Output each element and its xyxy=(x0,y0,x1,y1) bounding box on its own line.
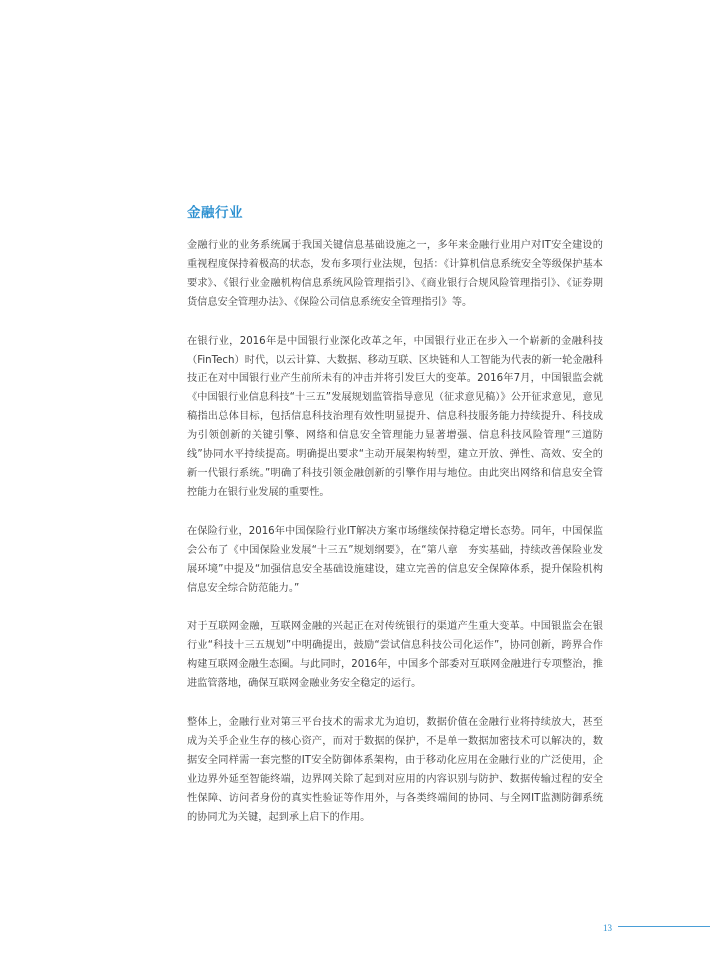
paragraph-overview: 金融行业的业务系统属于我国关键信息基础设施之一，多年来金融行业用户对IT安全建设的重视程度保持着极高的状态，发布多项行业法规，包括：《计算机信息系统安全等级保护基本要求》、《银行业金融机构信息系统风险管理指引》、《商业银行合规风险管理指引》、《证券期货信息安全管理办法》、《保险公司信息系统安全管理指引》等。 xyxy=(187,240,603,308)
body-text xyxy=(187,237,603,847)
paragraph-summary: 整体上，金融行业对第三平台技术的需求尤为迫切，数据价值在金融行业将持续放大，甚至成为关乎企业生存的核心资产，而对于数据的保护，不是单一数据加密技术可以解决的，数据安全同样需一套完整的IT安全防御体系架构，由于移动化应用在金融行业的广泛使用，企业边界外延至智能终端，边界网关除了起到对应用的内容识别与防护、数据传输过程的安全性保障、访问者身份的真实性验证等作用外，与各类终端间的协同、与全网IT监测防御系统的协同尤为关键，起到承上启下的作用。 xyxy=(187,717,603,823)
paragraph-insurance: 在保险行业，2016年中国保险行业IT解决方案市场继续保持稳定增长态势。同年，中国保监会公布了《中国保险业发展“十三五”规划纲要》，在“第八章 夯实基础，持续改善保险业发展环境”中提及“加强信息安全基础设施建设，建立完善的信息安全保障体系，提升保险机构信息安全综合防范能力。” xyxy=(187,525,603,594)
page-number: 13 xyxy=(603,923,612,933)
footer-rule xyxy=(618,926,710,927)
paragraph-internet-finance: 对于互联网金融，互联网金融的兴起正在对传统银行的渠道产生重大变革。中国银监会在银行业“科技十三五规划”中明确提出，鼓励“尝试信息科技公司化运作”，协同创新，跨界合作构建互联网金融生态圈。与此同时，2016年，中国多个部委对互联网金融进行专项整治，推进监管落地，确保互联网金融业务安全稳定的运行。 xyxy=(187,621,603,690)
paragraph-banking: 在银行业，2016年是中国银行业深化改革之年，中国银行业正在步入一个崭新的金融科技（FinTech）时代，以云计算、大数据、移动互联、区块链和人工智能为代表的新一轮金融科技正在对中国银行业产生前所未有的冲击并将引发巨大的变革。2016年7月，中国银监会就《中国银行业信息科技“十三五”发展规划监管指导意见（征求意见稿）》公开征求意见，意见稿指出总体目标，包括信息科技治理有效性明显提升、信息科技服务能力持续提升、科技成为引领创新的关键引擎、网络和信息安全管理能力显著增强、信息科技风险管理“三道防线”协同水平持续提高。明确提出要求“主动开展架构转型，建立开放、弹性、高效、安全的新一代银行系统。”明确了科技引领金融创新的引擎作用与地位。由此突出网络和信息安全管控能力在银行业发展的重要性。 xyxy=(187,335,603,498)
section-title: 金融行业 xyxy=(187,205,243,221)
